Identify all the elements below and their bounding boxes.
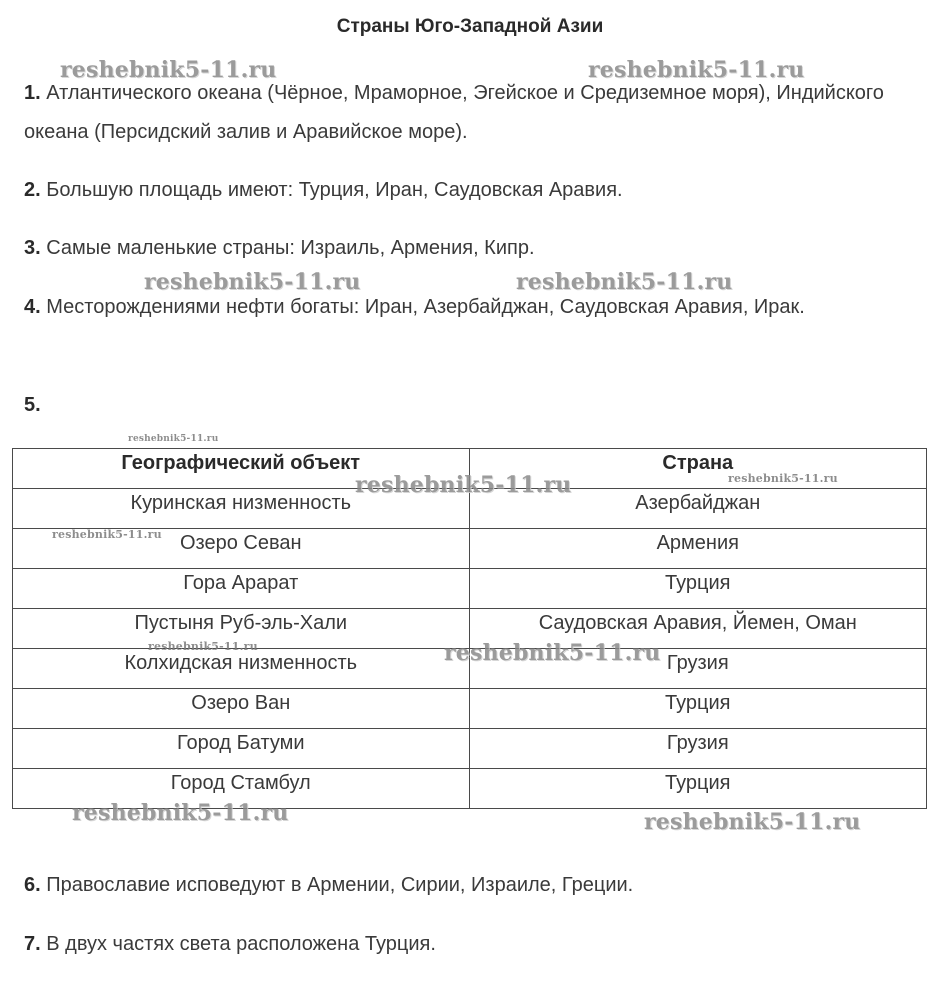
table-header-row	[13, 449, 927, 489]
watermark: reshebnik5-11.ru	[148, 640, 258, 653]
answer-number: 5.	[24, 394, 41, 416]
table-cell-object: Город Стамбул	[13, 769, 470, 809]
table-cell-object: Гора Арарат	[13, 569, 470, 609]
table-row	[13, 769, 927, 809]
answer-number: 4.	[24, 296, 41, 318]
column-header-object: Географический объект	[13, 449, 470, 489]
watermark: reshebnik5-11.ru	[52, 528, 162, 541]
watermark: reshebnik5-11.ru	[444, 640, 661, 666]
table-cell-object: Колхидская низменность	[13, 649, 470, 689]
table-row	[13, 529, 927, 569]
answer-text: Самые маленькие страны: Израиль, Армения, Кипр.	[46, 237, 535, 259]
table-cell-object: Куринская низменность	[13, 489, 470, 529]
answer-text: В двух частях света расположена Турция.	[46, 933, 436, 955]
answer-text: Атлантического океана (Чёрное, Мраморное, Эгейское и Средиземное моря), Индийского океана (Персидский залив и Аравийское море).	[24, 82, 884, 143]
answer-text: Православие исповедуют в Армении, Сирии, Израиле, Греции.	[46, 874, 634, 896]
answer-number: 6.	[24, 874, 41, 896]
table-row	[13, 609, 927, 649]
answer-number: 2.	[24, 179, 41, 201]
answer-1	[24, 74, 914, 152]
watermark: reshebnik5-11.ru	[128, 434, 219, 444]
table-cell-country: Турция	[469, 689, 926, 729]
column-header-country: Страна	[469, 449, 926, 489]
table-cell-object: Озеро Ван	[13, 689, 470, 729]
table-cell-country: Грузия	[469, 729, 926, 769]
table-row	[13, 689, 927, 729]
watermark: reshebnik5-11.ru	[588, 57, 805, 83]
table-cell-object: Озеро Севан	[13, 529, 470, 569]
watermark: reshebnik5-11.ru	[516, 269, 733, 295]
watermark: reshebnik5-11.ru	[72, 800, 289, 826]
page-title: Страны Юго-Западной Азии	[336, 16, 604, 37]
table-row	[13, 489, 927, 529]
table-cell-country: Саудовская Аравия, Йемен, Оман	[469, 609, 926, 649]
table-cell-country: Турция	[469, 769, 926, 809]
answer-number: 7.	[24, 933, 41, 955]
table-row	[13, 569, 927, 609]
answer-3	[24, 229, 914, 268]
table-cell-country: Азербайджан	[469, 489, 926, 529]
table-cell-country: Турция	[469, 569, 926, 609]
answer-2	[24, 171, 914, 210]
watermark: reshebnik5-11.ru	[60, 57, 277, 83]
answer-text: Большую площадь имеют: Турция, Иран, Саудовская Аравия.	[46, 179, 623, 201]
watermark: reshebnik5-11.ru	[355, 472, 572, 498]
table-row	[13, 729, 927, 769]
watermark: reshebnik5-11.ru	[728, 472, 838, 485]
watermark: reshebnik5-11.ru	[144, 269, 361, 295]
table-cell-object: Город Батуми	[13, 729, 470, 769]
table-cell-country: Грузия	[469, 649, 926, 689]
table-cell-object: Пустыня Руб-эль-Хали	[13, 609, 470, 649]
answer-text: Месторождениями нефти богаты: Иран, Азербайджан, Саудовская Аравия, Ирак.	[46, 296, 805, 318]
geo-table	[12, 448, 927, 809]
watermark: reshebnik5-11.ru	[644, 809, 861, 835]
table-row	[13, 649, 927, 689]
answer-5	[24, 386, 914, 425]
answer-7	[24, 925, 914, 964]
table-cell-country: Армения	[469, 529, 926, 569]
answer-number: 1.	[24, 82, 41, 104]
answer-number: 3.	[24, 237, 41, 259]
answer-4	[24, 288, 914, 327]
answer-6	[24, 866, 914, 905]
